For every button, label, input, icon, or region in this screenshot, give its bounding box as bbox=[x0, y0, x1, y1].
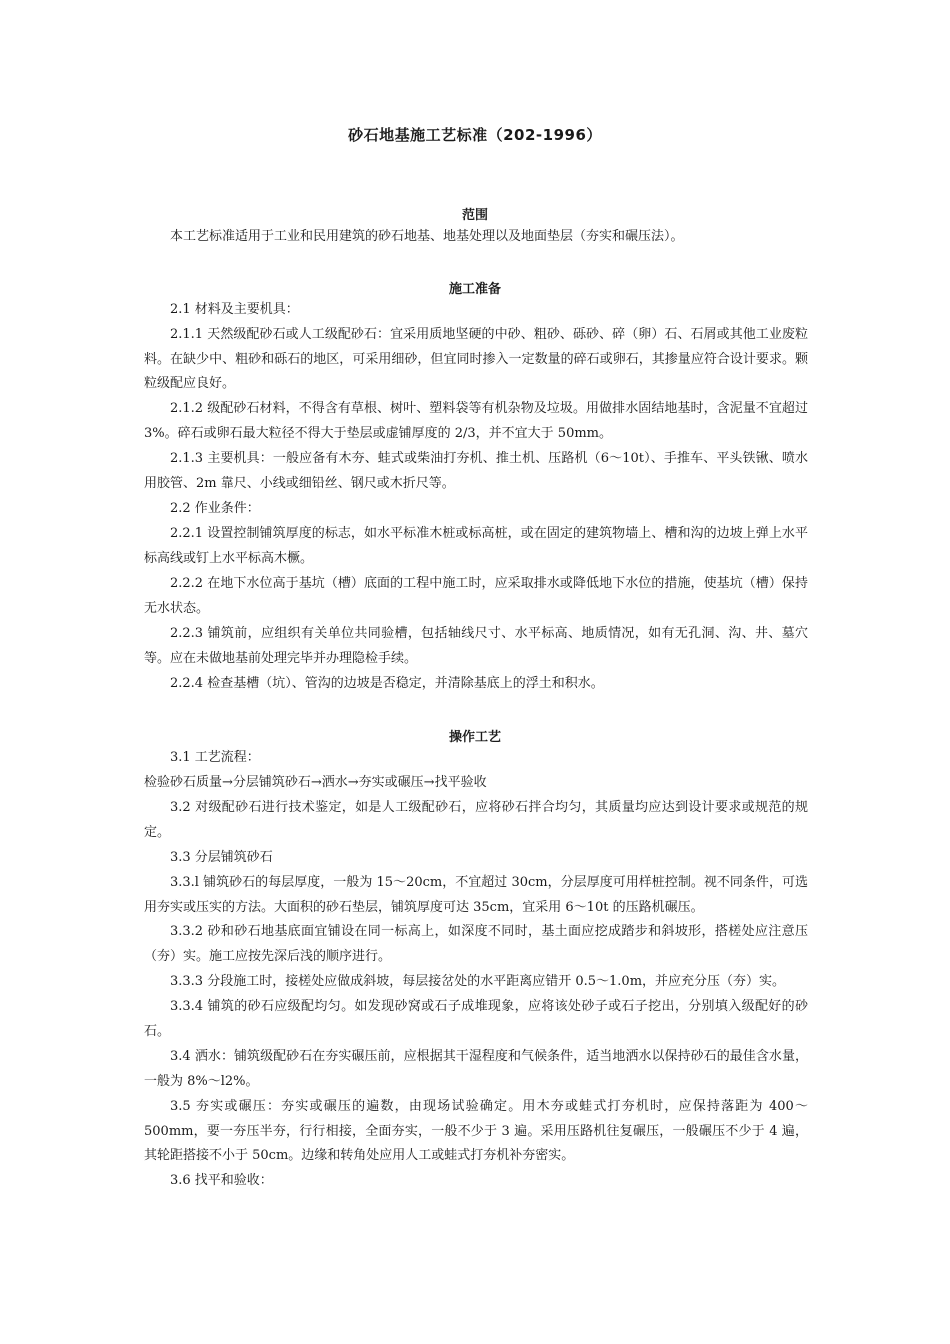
paragraph: 3.1 工艺流程： bbox=[170, 750, 260, 765]
paragraph: 3.4 洒水：铺筑级配砂石在夯实碾压前，应根据其干湿程度和气候条件，适当地洒水以保持砂石的最佳含水量，一般为 8%～l2%。 bbox=[144, 1049, 808, 1089]
paragraph: 3.3.2 砂和砂石地基底面宜铺设在同一标高上，如深度不同时，基土面应挖成踏步和斜坡形，搭槎处应注意压（夯）实。施工应按先深后浅的顺序进行。 bbox=[144, 924, 808, 964]
paragraph: 3.6 找平和验收： bbox=[170, 1173, 273, 1188]
paragraph: 3.2 对级配砂石进行技术鉴定，如是人工级配砂石，应将砂石拌合均匀，其质量均应达到设计要求或规范的规定。 bbox=[144, 800, 808, 840]
paragraph: 2.2.2 在地下水位高于基坑（槽）底面的工程中施工时，应采取排水或降低地下水位的措施，使基坑（槽）保持无水状态。 bbox=[144, 576, 808, 616]
process-flow: 检验砂石质量→分层铺筑砂石→洒水→夯实或碾压→找平验收 bbox=[144, 775, 487, 790]
section-heading-scope: 范围 bbox=[461, 208, 488, 223]
paragraph: 2.1 材料及主要机具： bbox=[170, 302, 299, 317]
paragraph: 3.3.l 铺筑砂石的每层厚度，一般为 15～20cm，不宜超过 30cm，分层厚度可用样桩控制。视不同条件，可选用夯实或压实的方法。大面积的砂石垫层，铺筑厚度可达 35cm，宜采用 6～10t 的压路机碾压。 bbox=[144, 875, 808, 915]
section-heading-preparation: 施工准备 bbox=[448, 282, 501, 297]
paragraph: 3.3.4 铺筑的砂石应级配均匀。如发现砂窝或石子成堆现象，应将该处砂子或石子挖出，分别填入级配好的砂石。 bbox=[144, 999, 808, 1039]
paragraph: 3.5 夯实或碾压：夯实或碾压的遍数，由现场试验确定。用木夯或蛙式打夯机时，应保持落距为 400～500mm，要一夯压半夯，行行相接，全面夯实，一般不少于 3 遍。采用压路机往复碾压，一般碾压不少于 4 遍，其轮距搭接不小于 50cm。边缘和转角处应用人工或蛙式打夯机补夯密实。 bbox=[144, 1099, 808, 1163]
paragraph: 3.3 分层铺筑砂石 bbox=[170, 850, 273, 865]
paragraph: 3.3.3 分段施工时，接槎处应做成斜坡，每层接岔处的水平距离应错开 0.5～1.0m，并应充分压（夯）实。 bbox=[170, 974, 786, 989]
paragraph: 2.2.1 设置控制铺筑厚度的标志，如水平标准木桩或标高桩，或在固定的建筑物墙上、槽和沟的边坡上弹上水平标高线或钉上水平标高木橛。 bbox=[144, 526, 808, 566]
paragraph: 本工艺标准适用于工业和民用建筑的砂石地基、地基处理以及地面垫层（夯实和碾压法）。 bbox=[170, 229, 684, 244]
paragraph: 2.1.2 级配砂石材料，不得含有草根、树叶、塑料袋等有机杂物及垃圾。用做排水固结地基时，含泥量不宜超过 3%。碎石或卵石最大粒径不得大于垫层或虚铺厚度的 2/3，并不宜大于 50mm。 bbox=[144, 401, 808, 441]
paragraph: 2.2.3 铺筑前，应组织有关单位共同验槽，包括轴线尺寸、水平标高、地质情况，如有无孔洞、沟、井、墓穴等。应在未做地基前处理完毕并办理隐检手续。 bbox=[144, 626, 808, 666]
paragraph: 2.2 作业条件： bbox=[170, 501, 260, 516]
paragraph: 2.2.4 检查基槽（坑）、管沟的边坡是否稳定，并清除基底上的浮土和积水。 bbox=[170, 676, 604, 691]
document-title: 砂石地基施工艺标准（202-1996） bbox=[348, 126, 602, 144]
paragraph: 2.1.1 天然级配砂石或人工级配砂石：宜采用质地坚硬的中砂、粗砂、砾砂、碎（卵）石、石屑或其他工业废粒料。在缺少中、粗砂和砾石的地区，可采用细砂，但宜同时掺入一定数量的碎石或卵石，其掺量应符合设计要求。颗粒级配应良好。 bbox=[144, 327, 808, 391]
paragraph: 2.1.3 主要机具：一般应备有木夯、蛙式或柴油打夯机、推土机、压路机（6～10t）、手推车、平头铁锹、喷水用胶管、2m 靠尺、小线或细铅丝、钢尺或木折尺等。 bbox=[144, 451, 808, 491]
section-heading-operation: 操作工艺 bbox=[448, 730, 501, 745]
